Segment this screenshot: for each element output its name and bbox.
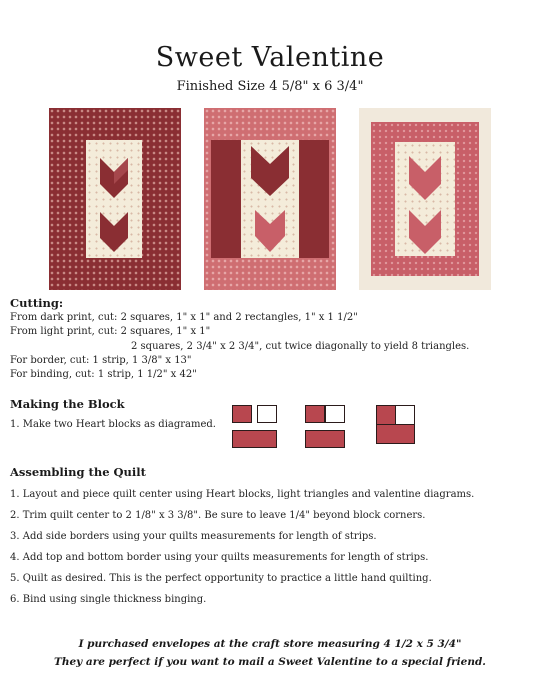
assembling-step: 5. Quilt as desired. This is the perfect opportunity to practice a little hand quilting. (10, 573, 432, 584)
side-strip-right (299, 140, 329, 258)
quilt-photo-pink (204, 108, 336, 290)
page-title: Sweet Valentine (155, 42, 385, 73)
heart-blocks (86, 140, 142, 258)
cutting-line: From dark print, cut: 2 squares, 1" x 1" and 2 rectangles, 1" x 1 1/2" (10, 312, 358, 323)
assembling-heading: Assembling the Quilt (10, 465, 146, 479)
assembling-step: 2. Trim quilt center to 2 1/8" x 3 3/8". Be sure to leave 1/4" beyond block corners. (10, 510, 426, 521)
assembling-step: 3. Add side borders using your quilts measurements for length of strips. (10, 531, 377, 542)
cutting-line: For binding, cut: 1 strip, 1 1/2" x 42" (10, 369, 197, 380)
heart-blocks (241, 140, 299, 258)
footer-note-1: I purchased envelopes at the craft store measuring 4 1/2 x 5 3/4" (78, 638, 462, 650)
quilt-photo-dark (49, 108, 181, 290)
cutting-line: For border, cut: 1 strip, 1 3/8" x 13" (10, 355, 192, 366)
block-diagram-step-1 (232, 405, 278, 447)
footer-note-2: They are perfect if you want to mail a Sweet Valentine to a special friend. (54, 656, 486, 668)
cutting-line: 2 squares, 2 3/4" x 2 3/4", cut twice diagonally to yield 8 triangles. (131, 341, 470, 352)
finished-size: Finished Size 4 5/8" x 6 3/4" (176, 79, 364, 94)
assembling-step: 4. Add top and bottom border using your quilts measurements for length of strips. (10, 552, 429, 563)
assembling-step: 6. Bind using single thickness binging. (10, 594, 207, 605)
assembling-step: 1. Layout and piece quilt center using Heart blocks, light triangles and valentine diagrams. (10, 489, 475, 500)
quilt-photo-cream (359, 108, 491, 290)
side-strip-left (211, 140, 241, 258)
block-diagram-step-2 (305, 405, 351, 447)
cutting-heading: Cutting: (10, 296, 64, 310)
making-heading: Making the Block (10, 397, 125, 411)
block-diagram-step-3 (376, 405, 418, 447)
cutting-line: From light print, cut: 2 squares, 1" x 1" (10, 326, 211, 337)
making-step: 1. Make two Heart blocks as diagramed. (10, 419, 216, 430)
heart-blocks (395, 142, 455, 256)
